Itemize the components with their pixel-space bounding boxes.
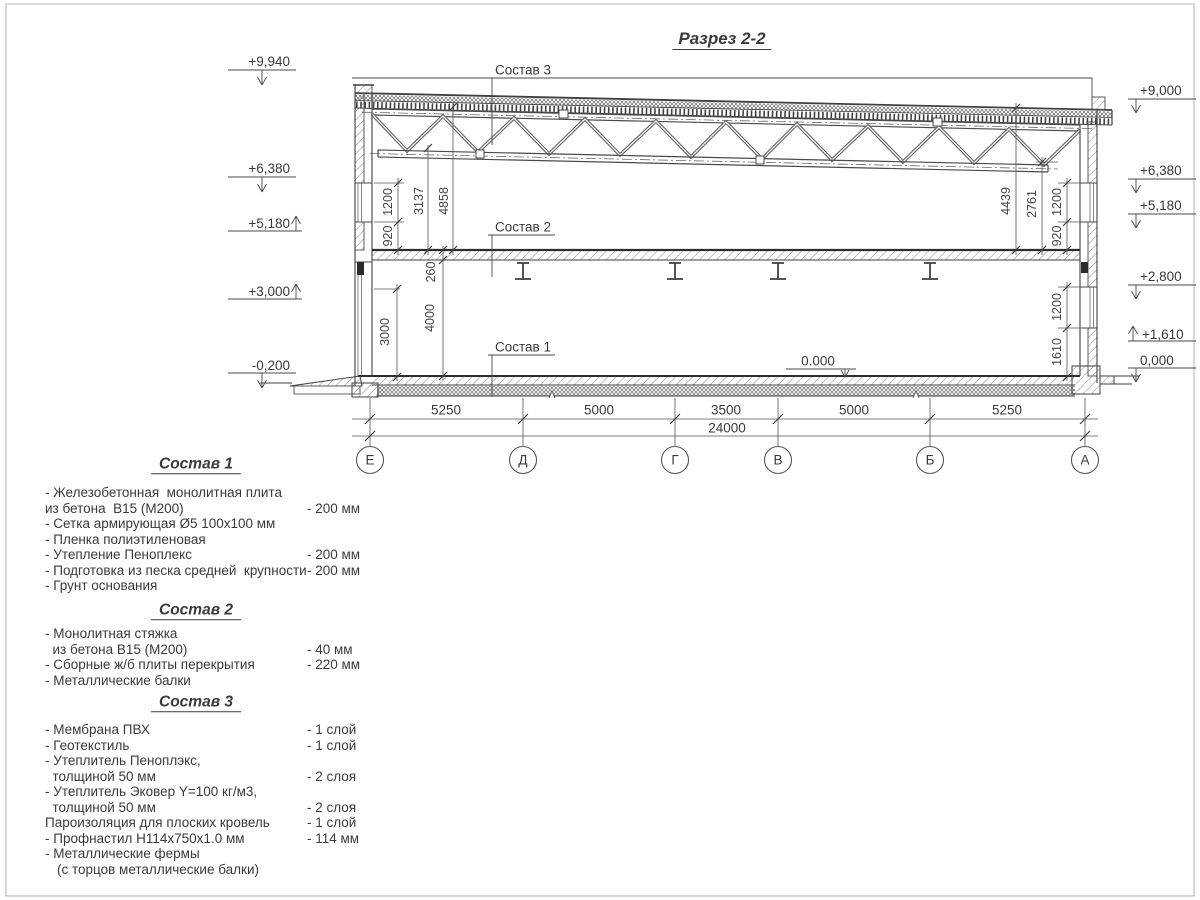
page-title: Разрез 2-2 — [672, 30, 771, 50]
dim-span-5: 5250 — [991, 402, 1023, 418]
elevation-right-6380: +6,380 — [1140, 163, 1182, 178]
axis-bubble-e: Е — [365, 452, 375, 468]
elevation-right-0000: 0,000 — [1140, 353, 1174, 368]
vdim-right-4439: 4439 — [998, 187, 1013, 215]
vdim-right-920: 920 — [1049, 225, 1064, 247]
vdim-left-4858: 4858 — [436, 187, 451, 215]
legend-row-text: - Мембрана ПВХ — [45, 722, 150, 737]
zero-level-label: 0.000 — [801, 353, 835, 369]
legend-row-text: - Металлические балки — [45, 673, 191, 688]
legend-row-value: - 1 слой — [307, 815, 357, 830]
legend-row-text: толщиной 50 мм — [45, 800, 156, 815]
vdim-left-920: 920 — [380, 225, 395, 247]
legend-row-value: - 200 мм — [307, 547, 361, 562]
dim-span-4: 5000 — [838, 402, 870, 418]
legend-heading-1: Состав 1 — [151, 456, 241, 474]
legend-row-text: - Металлические фермы — [45, 846, 200, 861]
legend-row-value: - 220 мм — [307, 657, 361, 672]
elevation-right-2800: +2,800 — [1140, 269, 1182, 284]
legend-row-value: - 200 мм — [307, 501, 361, 516]
vdim-right-1200a: 1200 — [1049, 188, 1064, 216]
elevation-left-5180: +5,180 — [248, 216, 290, 231]
vdim-right-2761: 2761 — [1024, 190, 1039, 218]
floor-slab-level2 — [357, 250, 1088, 279]
dim-span-2: 5000 — [583, 402, 615, 418]
legend-row-text: - Утепление Пеноплекс — [45, 547, 192, 562]
axis-bubbles — [357, 447, 1099, 474]
vdim-right-1610: 1610 — [1049, 338, 1064, 366]
legend-heading-2: Состав 2 — [151, 602, 241, 620]
callout-sostav-1: Состав 1 — [495, 339, 551, 355]
legend-row-text: - Утеплитель Пеноплэкс, — [45, 753, 201, 768]
callout-sostav-2: Состав 2 — [495, 219, 551, 235]
legend-row-text: - Геотекстиль — [45, 738, 130, 753]
elevation-left-m0200: -0,200 — [251, 358, 290, 373]
legend-row-text: - Монолитная стяжка — [45, 626, 178, 641]
legend-row-text: (с торцов металлические балки) — [57, 862, 259, 877]
legend-row-text: - Пленка полиэтиленовая — [45, 532, 206, 547]
axis-bubble-b: Б — [925, 452, 935, 468]
legend-row-text: - Грунт основания — [45, 578, 158, 593]
legend-row-value: - 1 слой — [307, 738, 357, 753]
right-wall — [1080, 97, 1105, 383]
legend-row-text: Пароизоляция для плоских кровель — [45, 815, 270, 830]
legend-row-value: - 1 слой — [307, 722, 357, 737]
axis-bubble-v: В — [773, 452, 783, 468]
elevation-right-1610: +1,610 — [1142, 327, 1184, 342]
legend-row-text: - Утеплитель Эковер Y=100 кг/м3, — [45, 784, 258, 799]
dim-span-3: 3500 — [710, 402, 742, 418]
elevation-left-3000: +3,000 — [248, 284, 290, 299]
vdim-left-260: 260 — [423, 261, 438, 283]
ground-floor — [260, 366, 1140, 398]
legend-row-text: - Подготовка из песка средней крупности — [45, 563, 307, 578]
legend-row-value: - 40 мм — [307, 642, 353, 657]
legend-row-text: - Профнастил Н114х750х1.0 мм — [45, 831, 245, 846]
axis-bubble-d: Д — [518, 452, 528, 468]
legend-row-value: - 2 слоя — [307, 800, 357, 815]
vdim-left-3000: 3000 — [377, 318, 392, 346]
legend-row-text: толщиной 50 мм — [45, 769, 156, 784]
callout-sostav-3: Состав 3 — [495, 62, 551, 78]
elevation-right-9000: +9,000 — [1140, 83, 1182, 98]
steel-truss — [362, 109, 1095, 172]
legend-row-text: из бетона В15 (М200) — [45, 642, 188, 657]
legend-heading-3: Состав 3 — [151, 694, 241, 712]
axis-bubble-a: А — [1080, 452, 1090, 468]
legend-row-value: - 114 мм — [307, 831, 360, 846]
elevation-right-5180: +5,180 — [1140, 198, 1182, 213]
dim-span-1: 5250 — [430, 402, 462, 418]
legend-row-value: - 200 мм — [307, 563, 361, 578]
roof-assembly — [355, 93, 1112, 125]
vertical-dim-lines — [374, 103, 1082, 381]
elevation-left-9940: +9,940 — [248, 54, 290, 69]
axis-bubble-g: Г — [671, 452, 679, 468]
elevation-left-6380: +6,380 — [248, 161, 290, 176]
vdim-left-3137: 3137 — [411, 187, 426, 215]
dim-total: 24000 — [708, 420, 746, 436]
left-wall — [353, 85, 374, 386]
legend-row-text: из бетона В15 (М200) — [45, 501, 184, 516]
legend-row-text: - Железобетонная монолитная плита — [45, 485, 283, 500]
legend-row-value: - 2 слоя — [307, 769, 357, 784]
vdim-left-1200: 1200 — [380, 188, 395, 216]
vdim-right-1200b: 1200 — [1049, 293, 1064, 321]
vdim-left-4000: 4000 — [422, 304, 437, 332]
steel-beam-icon — [515, 263, 938, 279]
legend-row-text: - Сетка армирующая Ø5 100х100 мм — [45, 516, 276, 531]
legend-row-text: - Сборные ж/б плиты перекрытия — [45, 657, 255, 672]
